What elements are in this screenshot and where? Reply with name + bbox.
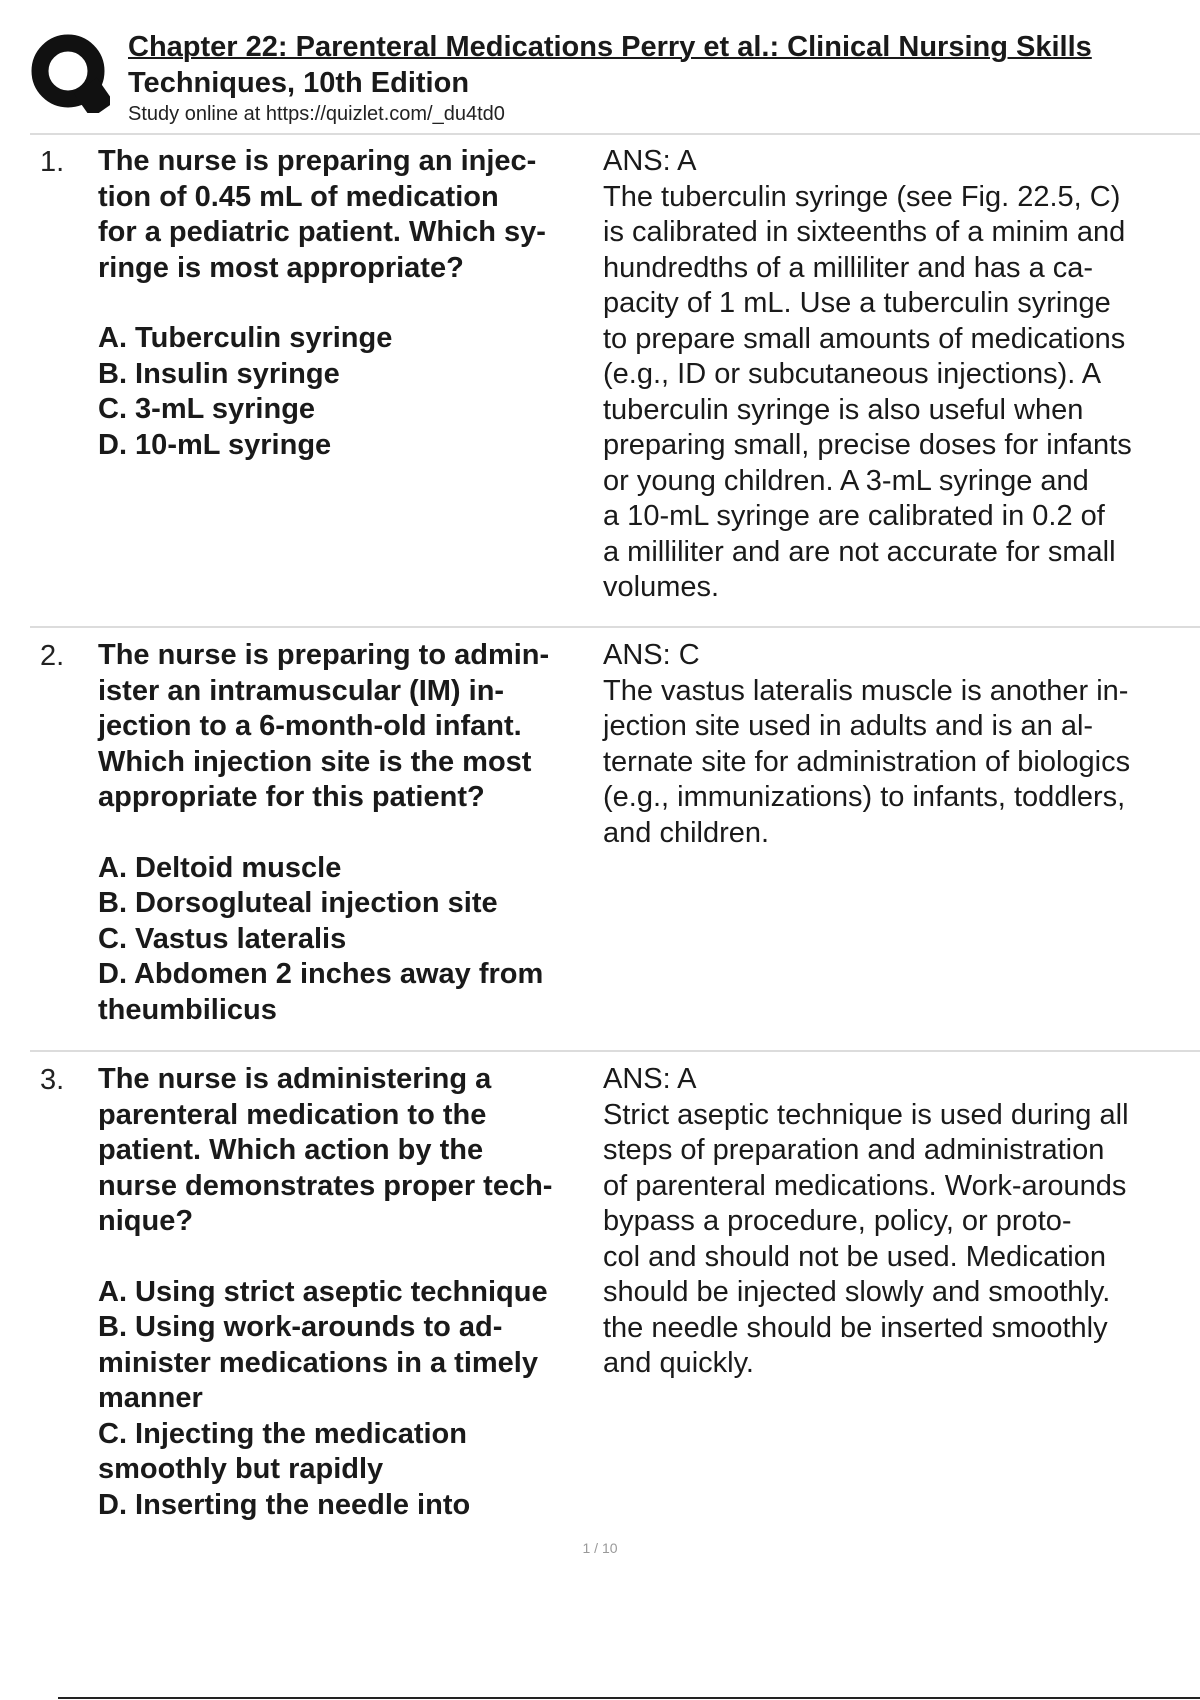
answer-line: (e.g., immunizations) to infants, toddlers, — [603, 781, 1126, 813]
card-number: 2. — [40, 640, 65, 672]
answer-option: C. 3-mL syringe — [98, 393, 316, 425]
answer-line: or young children. A 3-mL syringe and — [603, 464, 1089, 497]
answer-option: C. Injecting the medication — [98, 1417, 467, 1450]
study-online-link[interactable]: Study online at https://quizlet.com/_du4td0 — [128, 103, 505, 125]
answer-option: D. 10-mL syringe — [98, 428, 332, 461]
answer-option: B. Dorsogluteal injection site — [98, 887, 498, 919]
header-divider — [30, 133, 1200, 135]
document-header — [30, 28, 1200, 132]
answer-option: B. Using work-arounds to ad- — [98, 1311, 503, 1343]
question-line: appropriate for this patient? — [98, 781, 485, 813]
question-line: for a pediatric patient. Which sy- — [98, 216, 546, 248]
answer-line: The tuberculin syringe (see Fig. 22.5, C) — [603, 180, 1121, 213]
page-indicator: 1 / 10 — [582, 1540, 618, 1556]
answer-option: D. Inserting the needle into — [98, 1488, 471, 1521]
answer-option: C. Vastus lateralis — [98, 922, 347, 955]
question-line: tion of 0.45 mL of medication — [98, 180, 499, 213]
answer-line: bypass a procedure, policy, or proto- — [603, 1205, 1072, 1237]
question-line: Which injection site is the most — [98, 745, 532, 778]
page-bottom-rule — [58, 1697, 1200, 1699]
card-divider — [30, 626, 1200, 628]
document-title: Chapter 22: Parenteral Medications Perry et al.: Clinical Nursing Skills — [128, 31, 1092, 63]
answer-line: steps of preparation and administration — [603, 1134, 1105, 1166]
answer-line: (e.g., ID or subcutaneous injections). A — [603, 358, 1102, 390]
answer — [603, 638, 1198, 851]
answer-line: Strict aseptic technique is used during all — [603, 1098, 1129, 1131]
question-line: nique? — [98, 1205, 194, 1237]
answer-option: smoothly but rapidly — [98, 1453, 384, 1485]
question-line: The nurse is preparing an injec- — [98, 145, 537, 177]
question-line: The nurse is preparing to admin- — [98, 639, 550, 671]
answer-option: A. Deltoid muscle — [98, 851, 342, 884]
question-line: ister an intramuscular (IM) in- — [98, 674, 505, 707]
answer-line: The vastus lateralis muscle is another in- — [603, 674, 1129, 707]
answer-line: ternate site for administration of biologics — [603, 745, 1131, 778]
answer-line: ANS: A — [603, 145, 697, 177]
question — [98, 1062, 598, 1523]
answer-line: and quickly. — [603, 1347, 754, 1379]
question-line: The nurse is administering a — [98, 1063, 492, 1095]
answer-line: hundredths of a milliliter and has a ca- — [603, 251, 1094, 284]
answer-line: volumes. — [603, 571, 720, 603]
question-line: nurse demonstrates proper tech- — [98, 1169, 553, 1202]
answer-option: A. Using strict aseptic technique — [98, 1275, 548, 1308]
answer-line: a 10-mL syringe are calibrated in 0.2 of — [603, 500, 1105, 532]
answer-option: D. Abdomen 2 inches away from — [98, 958, 544, 990]
document-title-continued: Techniques, 10th Edition — [128, 67, 470, 99]
card-number: 3. — [40, 1064, 65, 1096]
answer-line: ANS: C — [603, 639, 700, 671]
answer-line: tuberculin syringe is also useful when — [603, 393, 1084, 426]
answer-option: A. Tuberculin syringe — [98, 322, 393, 354]
answer-line: the needle should be inserted smoothly — [603, 1311, 1108, 1344]
card-number: 1. — [40, 146, 65, 178]
question — [98, 144, 598, 463]
answer-line: ANS: A — [603, 1063, 697, 1095]
answer-option: B. Insulin syringe — [98, 357, 340, 390]
answer-line: col and should not be used. Medication — [603, 1240, 1107, 1273]
answer-line: and children. — [603, 816, 770, 849]
quizlet-logo-icon — [30, 33, 110, 113]
card-divider — [30, 1050, 1200, 1052]
question — [98, 638, 598, 1028]
answer-line: jection site used in adults and is an al- — [603, 710, 1094, 742]
question-line: parenteral medication to the — [98, 1098, 487, 1131]
answer-line: pacity of 1 mL. Use a tuberculin syringe — [603, 287, 1111, 319]
answer-option: manner — [98, 1382, 203, 1414]
question-line: patient. Which action by the — [98, 1134, 484, 1166]
answer-line: is calibrated in sixteenths of a minim and — [603, 216, 1126, 248]
answer-line: preparing small, precise doses for infants — [603, 429, 1132, 461]
answer-option: theumbilicus — [98, 993, 277, 1026]
answer-line: a milliliter and are not accurate for small — [603, 535, 1116, 568]
answer-line: of parenteral medications. Work-arounds — [603, 1169, 1127, 1202]
answer — [603, 1062, 1198, 1382]
answer-line: should be injected slowly and smoothly. — [603, 1276, 1111, 1308]
answer-option: minister medications in a timely — [98, 1346, 538, 1379]
answer-line: to prepare small amounts of medications — [603, 322, 1126, 355]
question-line: ringe is most appropriate? — [98, 251, 464, 284]
question-line: jection to a 6-month-old infant. — [98, 710, 522, 742]
answer — [603, 144, 1198, 606]
